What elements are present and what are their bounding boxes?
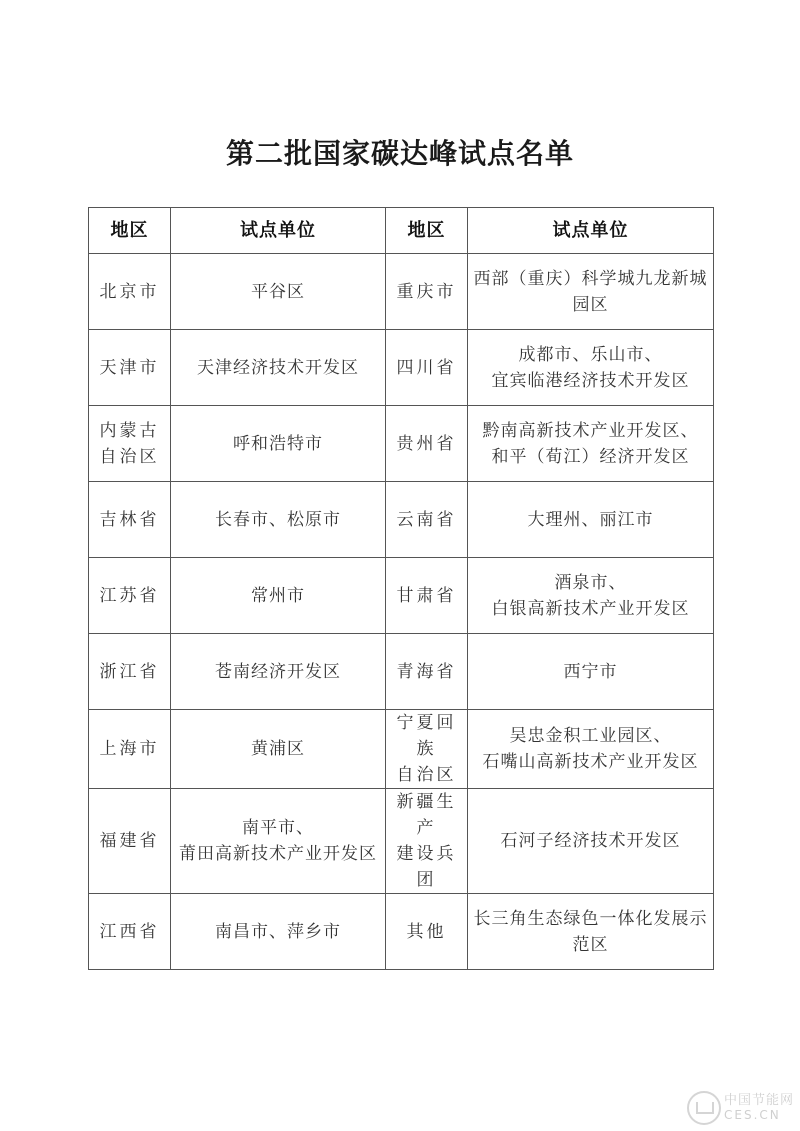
cell-region-left-text: 浙江省: [99, 661, 160, 682]
cell-unit-right-text: 长三角生态绿色一体化发展示范区: [473, 908, 708, 955]
table-row: [89, 894, 714, 970]
ces-logo-icon: [687, 1091, 721, 1125]
pilot-list-table: [88, 207, 714, 970]
cell-region-right-text: 贵州省: [396, 433, 457, 454]
cell-region-left: [89, 558, 171, 634]
table-row: [89, 710, 714, 789]
cell-region-left-text: 吉林省: [99, 509, 160, 530]
cell-region-right: [386, 254, 468, 330]
cell-unit-right-text: 西部（重庆）科学城九龙新城园区: [473, 268, 708, 315]
watermark-line1: 中国节能网: [723, 1093, 794, 1108]
cell-region-left: [89, 894, 171, 970]
cell-unit-left: [171, 254, 386, 330]
cell-region-right-text: 自治区: [396, 765, 457, 785]
header-unit-left: 试点单位: [171, 208, 386, 254]
cell-region-right-text: 其他: [406, 921, 447, 942]
cell-region-right-text: 新疆生产: [396, 792, 457, 838]
cell-unit-left: [171, 634, 386, 710]
cell-unit-right: [468, 558, 714, 634]
cell-unit-right-text: 成都市、乐山市、: [518, 344, 663, 365]
cell-region-right: [386, 710, 468, 789]
cell-unit-right: [468, 254, 714, 330]
cell-unit-right-text: 和平（荀江）经济开发区: [491, 446, 690, 467]
cell-region-right: [386, 558, 468, 634]
cell-unit-left-text: 天津经济技术开发区: [197, 357, 359, 378]
cell-region-left: [89, 482, 171, 558]
cell-region-left: [89, 634, 171, 710]
cell-unit-left-text: 呼和浩特市: [233, 433, 323, 454]
cell-region-left-text: 内蒙古: [99, 420, 160, 441]
cell-region-left-text: 天津市: [99, 357, 160, 378]
cell-unit-left: [171, 894, 386, 970]
cell-unit-right-text: 石河子经济技术开发区: [500, 831, 681, 851]
cell-unit-right: [468, 789, 714, 894]
cell-region-right-text: 甘肃省: [396, 585, 457, 606]
cell-unit-left: [171, 789, 386, 894]
cell-unit-left-text: 苍南经济开发区: [215, 661, 341, 682]
cell-unit-left: [171, 482, 386, 558]
cell-region-right-text: 重庆市: [396, 281, 457, 302]
cell-region-right-text: 云南省: [396, 509, 457, 530]
table-row: [89, 558, 714, 634]
cell-unit-left-text: 南平市、: [242, 818, 314, 838]
cell-region-left-text: 江苏省: [99, 585, 160, 606]
cell-region-left-text: 北京市: [99, 281, 160, 302]
cell-unit-left-text: 长春市、松原市: [215, 509, 341, 530]
cell-region-left: [89, 406, 171, 482]
cell-region-right: [386, 894, 468, 970]
cell-unit-right: [468, 710, 714, 789]
cell-region-left-text: 自治区: [99, 446, 160, 467]
cell-unit-left: [171, 330, 386, 406]
cell-unit-right: [468, 406, 714, 482]
cell-unit-right: [468, 330, 714, 406]
table-row: [89, 789, 714, 894]
cell-unit-right-text: 西宁市: [563, 661, 618, 682]
cell-unit-right: [468, 482, 714, 558]
cell-unit-right-text: 石嘴山高新技术产业开发区: [482, 752, 699, 772]
cell-region-right: [386, 634, 468, 710]
cell-unit-left: [171, 558, 386, 634]
table-row: [89, 254, 714, 330]
header-region-left: 地区: [89, 208, 171, 254]
cell-unit-left: [171, 406, 386, 482]
cell-region-right: [386, 789, 468, 894]
table-row: [89, 406, 714, 482]
cell-region-right: [386, 406, 468, 482]
cell-unit-left-text: 南昌市、萍乡市: [215, 921, 341, 942]
cell-unit-right-text: 黔南高新技术产业开发区、: [482, 420, 699, 441]
header-unit-right: 试点单位: [468, 208, 714, 254]
table-header-row: [89, 208, 714, 254]
cell-region-right-text: 宁夏回族: [396, 713, 457, 759]
cell-region-right: [386, 482, 468, 558]
cell-region-left: [89, 254, 171, 330]
cell-unit-left-text: 莆田高新技术产业开发区: [179, 844, 377, 864]
cell-unit-right: [468, 894, 714, 970]
watermark-line2: CES.CN: [723, 1108, 781, 1122]
cell-region-left-text: 江西省: [99, 921, 160, 942]
cell-region-left-text: 上海市: [99, 739, 160, 759]
cell-unit-right-text: 大理州、丽江市: [527, 509, 654, 530]
cell-unit-left-text: 常州市: [251, 585, 305, 606]
cell-region-left: [89, 789, 171, 894]
cell-unit-right-text: 吴忠金积工业园区、: [509, 726, 672, 746]
cell-unit-right-text: 宜宾临港经济技术开发区: [491, 370, 690, 391]
watermark: [687, 1091, 794, 1125]
cell-region-right-text: 四川省: [396, 357, 457, 378]
cell-unit-right-text: 白银高新技术产业开发区: [491, 598, 690, 619]
cell-region-left: [89, 330, 171, 406]
cell-region-left-text: 福建省: [99, 831, 160, 851]
header-region-right: 地区: [386, 208, 468, 254]
cell-region-right-text: 建设兵团: [396, 844, 457, 890]
cell-region-left: [89, 710, 171, 789]
cell-unit-right-text: 酒泉市、: [554, 572, 627, 593]
cell-unit-left: [171, 710, 386, 789]
cell-region-right: [386, 330, 468, 406]
table-row: [89, 330, 714, 406]
cell-unit-left-text: 平谷区: [251, 281, 305, 302]
cell-region-right-text: 青海省: [396, 661, 457, 682]
cell-unit-left-text: 黄浦区: [251, 739, 305, 759]
table-row: [89, 482, 714, 558]
cell-unit-right: [468, 634, 714, 710]
page-title: 第二批国家碳达峰试点名单: [225, 137, 574, 170]
table-row: [89, 634, 714, 710]
